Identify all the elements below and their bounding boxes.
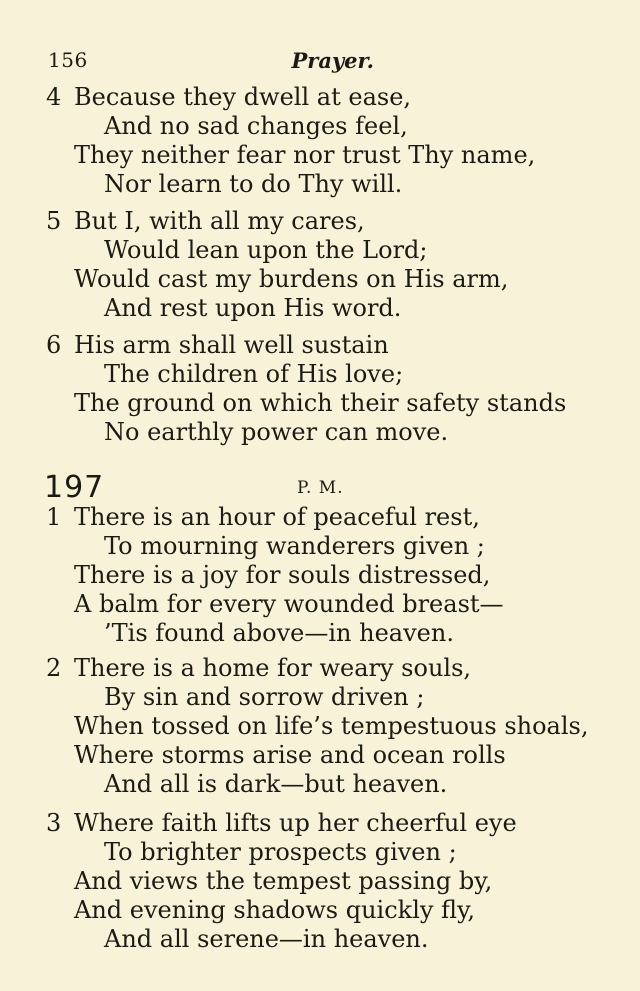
- verse-text: ’Tis found above—in heaven.: [104, 618, 454, 647]
- verse-text: The ground on which their safety stands: [74, 388, 567, 417]
- verse-line: [46, 769, 626, 798]
- verse-line: [46, 502, 626, 531]
- verse-text: And all serene—in heaven.: [104, 924, 429, 953]
- verse-line: [46, 866, 626, 895]
- verse-text: And views the tempest passing by,: [74, 866, 493, 895]
- verse-text: No earthly power can move.: [104, 417, 449, 446]
- page-header: [48, 48, 374, 76]
- verse-text: There is a joy for souls distressed,: [74, 560, 491, 589]
- verse-text: And rest upon His word.: [104, 293, 402, 322]
- stanza-6-previous-hymn: [46, 330, 626, 446]
- verse-line: [46, 417, 626, 446]
- verse-line: [46, 711, 626, 740]
- verse-text: His arm shall well sustain: [74, 330, 389, 359]
- verse-line: [46, 82, 626, 111]
- verse-text: There is an hour of peaceful rest,: [74, 502, 480, 531]
- verse-text: And evening shadows quickly fly,: [74, 895, 476, 924]
- stanza-number: 4: [46, 82, 62, 111]
- verse-text: Where storms arise and ocean rolls: [74, 740, 506, 769]
- verse-line: [46, 924, 626, 953]
- stanza-number: 3: [46, 808, 62, 837]
- verse-line: [46, 140, 626, 169]
- stanza-number: 1: [46, 502, 62, 531]
- verse-text: By sin and sorrow driven ;: [104, 682, 425, 711]
- hymn-197-stanza-2: [46, 653, 626, 798]
- verse-line: [46, 682, 626, 711]
- verse-line: [46, 589, 626, 618]
- verse-line: [46, 837, 626, 866]
- verse-line: [46, 895, 626, 924]
- verse-text: Where faith lifts up her cheerful eye: [74, 808, 517, 837]
- stanza-4-previous-hymn: [46, 82, 626, 198]
- stanza-number: 5: [46, 206, 62, 235]
- verse-text: And no sad changes feel,: [104, 111, 408, 140]
- verse-line: [46, 169, 626, 198]
- verse-text: Because they dwell at ease,: [74, 82, 412, 111]
- hymn-header: [44, 470, 364, 504]
- verse-text: The children of His love;: [104, 359, 404, 388]
- stanza-number: 6: [46, 330, 62, 359]
- verse-line: [46, 206, 626, 235]
- verse-text: Would cast my burdens on His arm,: [74, 264, 509, 293]
- page-number: 156: [48, 48, 88, 72]
- verse-text: And all is dark—but heaven.: [104, 769, 448, 798]
- verse-text: To mourning wanderers given ;: [104, 531, 485, 560]
- verse-line: [46, 531, 626, 560]
- verse-text: There is a home for weary souls,: [74, 653, 472, 682]
- verse-line: [46, 264, 626, 293]
- hymn-197-stanza-3: [46, 808, 626, 953]
- verse-line: [46, 560, 626, 589]
- verse-line: [46, 330, 626, 359]
- verse-line: [46, 808, 626, 837]
- hymn-197-stanza-1: [46, 502, 626, 647]
- verse-text: When tossed on life’s tempestuous shoals,: [74, 711, 589, 740]
- verse-line: [46, 293, 626, 322]
- verse-text: A balm for every wounded breast—: [74, 589, 504, 618]
- running-title: Prayer.: [291, 48, 374, 73]
- verse-line: [46, 111, 626, 140]
- verse-line: [46, 740, 626, 769]
- verse-text: Nor learn to do Thy will.: [104, 169, 403, 198]
- stanza-5-previous-hymn: [46, 206, 626, 322]
- hymn-meter: P. M.: [297, 478, 344, 498]
- verse-line: [46, 388, 626, 417]
- verse-text: They neither fear nor trust Thy name,: [74, 140, 536, 169]
- verse-line: [46, 618, 626, 647]
- verse-text: To brighter prospects given ;: [104, 837, 457, 866]
- verse-line: [46, 653, 626, 682]
- stanza-number: 2: [46, 653, 62, 682]
- verse-line: [46, 235, 626, 264]
- verse-text: But I, with all my cares,: [74, 206, 365, 235]
- verse-line: [46, 359, 626, 388]
- hymn-number: 197: [44, 470, 105, 505]
- verse-text: Would lean upon the Lord;: [104, 235, 428, 264]
